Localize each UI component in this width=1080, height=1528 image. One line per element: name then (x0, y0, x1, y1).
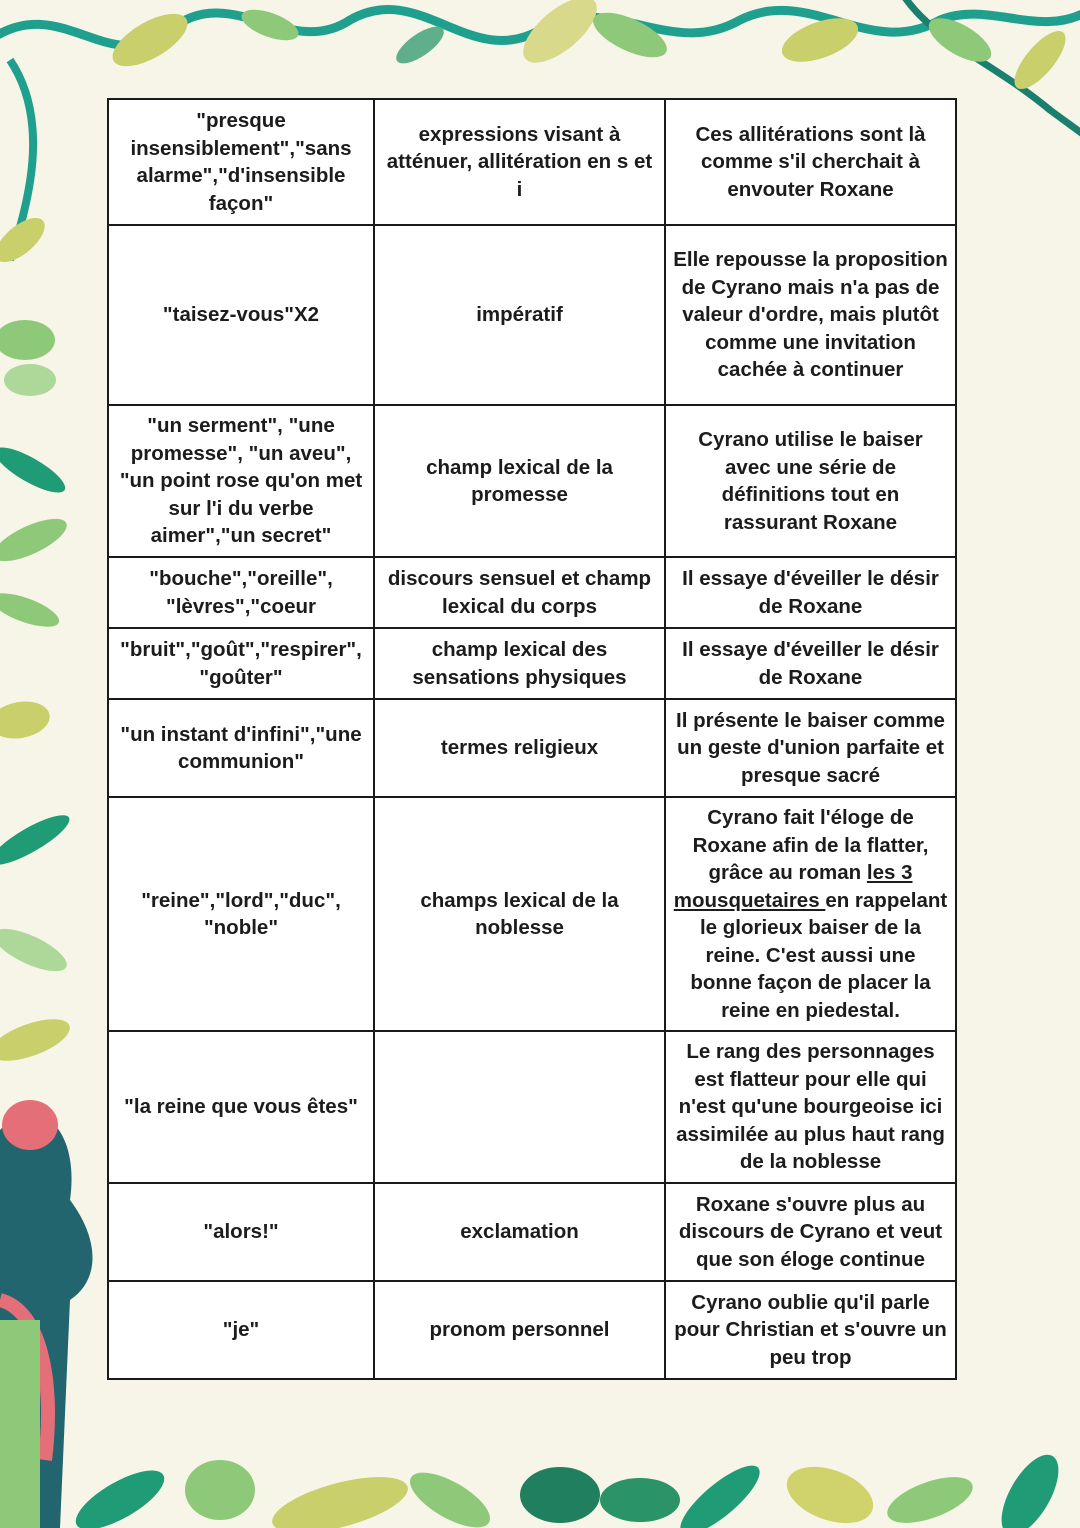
interpretation-cell: Le rang des personnages est flatteur pour elle qui n'est qu'une bourgeoise ici assimilée au plus haut rang de la noblesse (665, 1031, 956, 1183)
interpretation-text: en rappelant le glorieux baiser de la reine. C'est aussi une bonne façon de placer la reine en piedestal. (690, 888, 948, 1022)
leaf-cluster-bottom (68, 1446, 1070, 1528)
procede-cell: champ lexical de la promesse (374, 405, 665, 557)
citation-cell: "taisez-vous"X2 (108, 225, 374, 405)
table-row (108, 99, 956, 225)
table-row (108, 797, 956, 1031)
table-row (108, 557, 956, 628)
procede-cell: champ lexical des sensations physiques (374, 628, 665, 699)
procede-cell: champs lexical de la noblesse (374, 797, 665, 1031)
citation-cell: "bouche","oreille", "lèvres","coeur (108, 557, 374, 628)
interpretation-cell: Cyrano utilise le baiser avec une série de définitions tout en rassurant Roxane (665, 405, 956, 557)
table-row (108, 1031, 956, 1183)
analysis-table (107, 98, 957, 1380)
book-title-reference: les 3 mousquetaires (673, 861, 913, 912)
interpretation-cell: Elle repousse la proposition de Cyrano mais n'a pas de valeur d'ordre, mais plutôt comme une invitation cachée à continuer (665, 225, 956, 405)
leaf-cluster-left (0, 210, 75, 1069)
monkey-illustration (0, 1100, 93, 1528)
procede-cell: expressions visant à atténuer, allitération en s et i (374, 99, 665, 225)
citation-cell: "presque insensiblement","sans alarme","d'insensible façon" (108, 99, 374, 225)
procede-cell: impératif (374, 225, 665, 405)
table-row (108, 699, 956, 797)
interpretation-text: Cyrano fait l'éloge de Roxane afin de la flatter, grâce au roman (692, 806, 929, 884)
procede-cell: discours sensuel et champ lexical du corps (374, 557, 665, 628)
citation-cell: "alors!" (108, 1183, 374, 1281)
table-row (108, 405, 956, 557)
citation-cell: "la reine que vous êtes" (108, 1031, 374, 1183)
procede-cell: termes religieux (374, 699, 665, 797)
citation-cell: "je" (108, 1281, 374, 1379)
procede-cell (374, 1031, 665, 1183)
citation-cell: "un serment", "une promesse", "un aveu", "un point rose qu'on met sur l'i du verbe aimer","un secret" (108, 405, 374, 557)
citation-cell: "bruit","goût","respirer", "goûter" (108, 628, 374, 699)
procede-cell: exclamation (374, 1183, 665, 1281)
interpretation-cell: Ces allitérations sont là comme s'il cherchait à envouter Roxane (665, 99, 956, 225)
interpretation-cell: Il présente le baiser comme un geste d'union parfaite et presque sacré (665, 699, 956, 797)
table-row (108, 1281, 956, 1379)
table-row (108, 1183, 956, 1281)
interpretation-cell: Cyrano oublie qu'il parle pour Christian et s'ouvre un peu trop (665, 1281, 956, 1379)
citation-cell: "reine","lord","duc", "noble" (108, 797, 374, 1031)
table-row (108, 628, 956, 699)
table-row (108, 225, 956, 405)
leaf-cluster-top (105, 0, 1074, 97)
interpretation-cell (665, 797, 956, 1031)
interpretation-cell: Il essaye d'éveiller le désir de Roxane (665, 628, 956, 699)
interpretation-cell: Il essaye d'éveiller le désir de Roxane (665, 557, 956, 628)
procede-cell: pronom personnel (374, 1281, 665, 1379)
citation-cell: "un instant d'infini","une communion" (108, 699, 374, 797)
interpretation-cell: Roxane s'ouvre plus au discours de Cyrano et veut que son éloge continue (665, 1183, 956, 1281)
